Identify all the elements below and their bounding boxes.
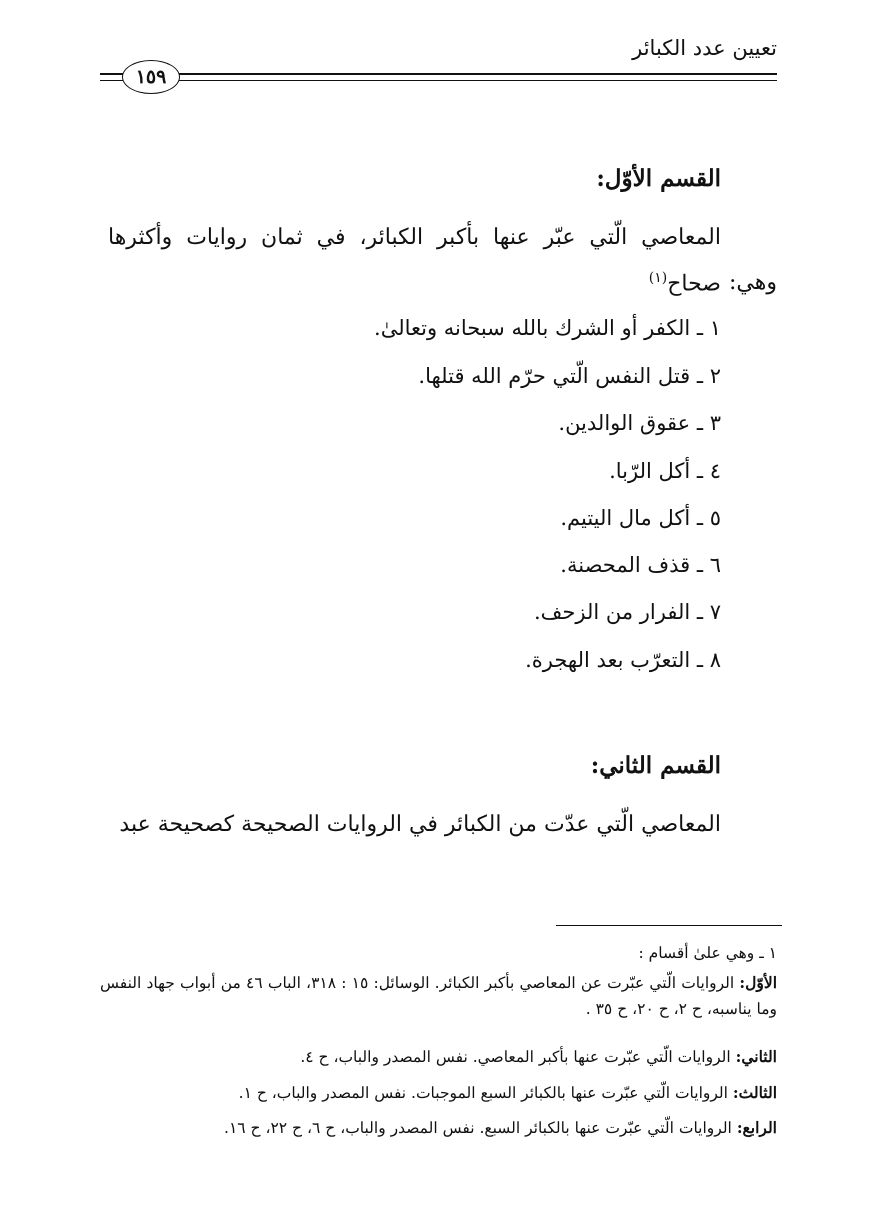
- header-rule-thin: [100, 80, 777, 81]
- section2-paragraph: المعاصي الّتي عدّت من الكبائر في الروايات الصحيحة كصحيحة عبد: [119, 812, 721, 837]
- section1-paragraph-text: المعاصي الّتي عبّر عنها بأكبر الكبائر، في ثمان روايات وأكثرها صحاح: [108, 225, 721, 297]
- list-item: ٢ ـ قتل النفس الّتي حرّم الله قتلها.: [418, 364, 721, 388]
- running-title: تعيين عدد الكبائر: [632, 36, 777, 60]
- section2-heading: القسم الثاني:: [590, 752, 721, 779]
- section1-heading: القسم الأوّل:: [596, 165, 721, 192]
- list-item: ٧ ـ الفرار من الزحف.: [533, 600, 721, 624]
- list-item: ٣ ـ عقوق الوالدين.: [558, 411, 721, 435]
- section1-continuation: وهي:: [729, 270, 777, 295]
- footnote-label: الرابع:: [736, 1118, 777, 1137]
- list-item: ٨ ـ التعرّب بعد الهجرة.: [525, 648, 721, 672]
- footnote-text: الروايات الّتي عبّرت عن المعاصي بأكبر الكبائر. الوسائل: ١٥ : ٣١٨، الباب ٤٦ من أبواب جهاد النفس وما يناسبه، ح ٢، ح ٢٠، ح ٣٥ .: [100, 974, 777, 1018]
- list-item: ٦ ـ قذف المحصنة.: [560, 553, 721, 577]
- header-rule-thick: [100, 73, 777, 75]
- list-item: ٥ ـ أكل مال اليتيم.: [560, 506, 721, 530]
- footnote-label: الأوّل:: [739, 973, 778, 992]
- list-item: ٤ ـ أكل الرّبا.: [609, 459, 721, 483]
- footnote-item-third: [100, 1080, 777, 1106]
- footnote-separator: [556, 925, 782, 926]
- footnote-item-fourth: [100, 1115, 777, 1141]
- footnote-label: الثالث:: [732, 1083, 777, 1102]
- footnote-text: الروايات الّتي عبّرت عنها بالكبائر السبع. نفس المصدر والباب، ح ٦، ح ٢٢، ح ١٦.: [224, 1119, 732, 1137]
- list-item: ١ ـ الكفر أو الشرك بالله سبحانه وتعالىٰ.: [374, 316, 721, 340]
- page-number: ١٥٩: [122, 60, 180, 94]
- footnote-label: الثاني:: [735, 1047, 777, 1066]
- footnote-item-second: [100, 1044, 777, 1070]
- section1-paragraph: [108, 218, 721, 304]
- footnote-text: الروايات الّتي عبّرت عنها بالكبائر السبع الموجبات. نفس المصدر والباب، ح ١.: [238, 1084, 728, 1102]
- footnote-item-first: [100, 970, 777, 1022]
- footnote-intro: ١ ـ وهي علىٰ أقسام :: [638, 944, 777, 962]
- footnote-ref: (١): [648, 270, 668, 286]
- footnote-text: الروايات الّتي عبّرت عنها بأكبر المعاصي. نفس المصدر والباب، ح ٤.: [300, 1048, 731, 1066]
